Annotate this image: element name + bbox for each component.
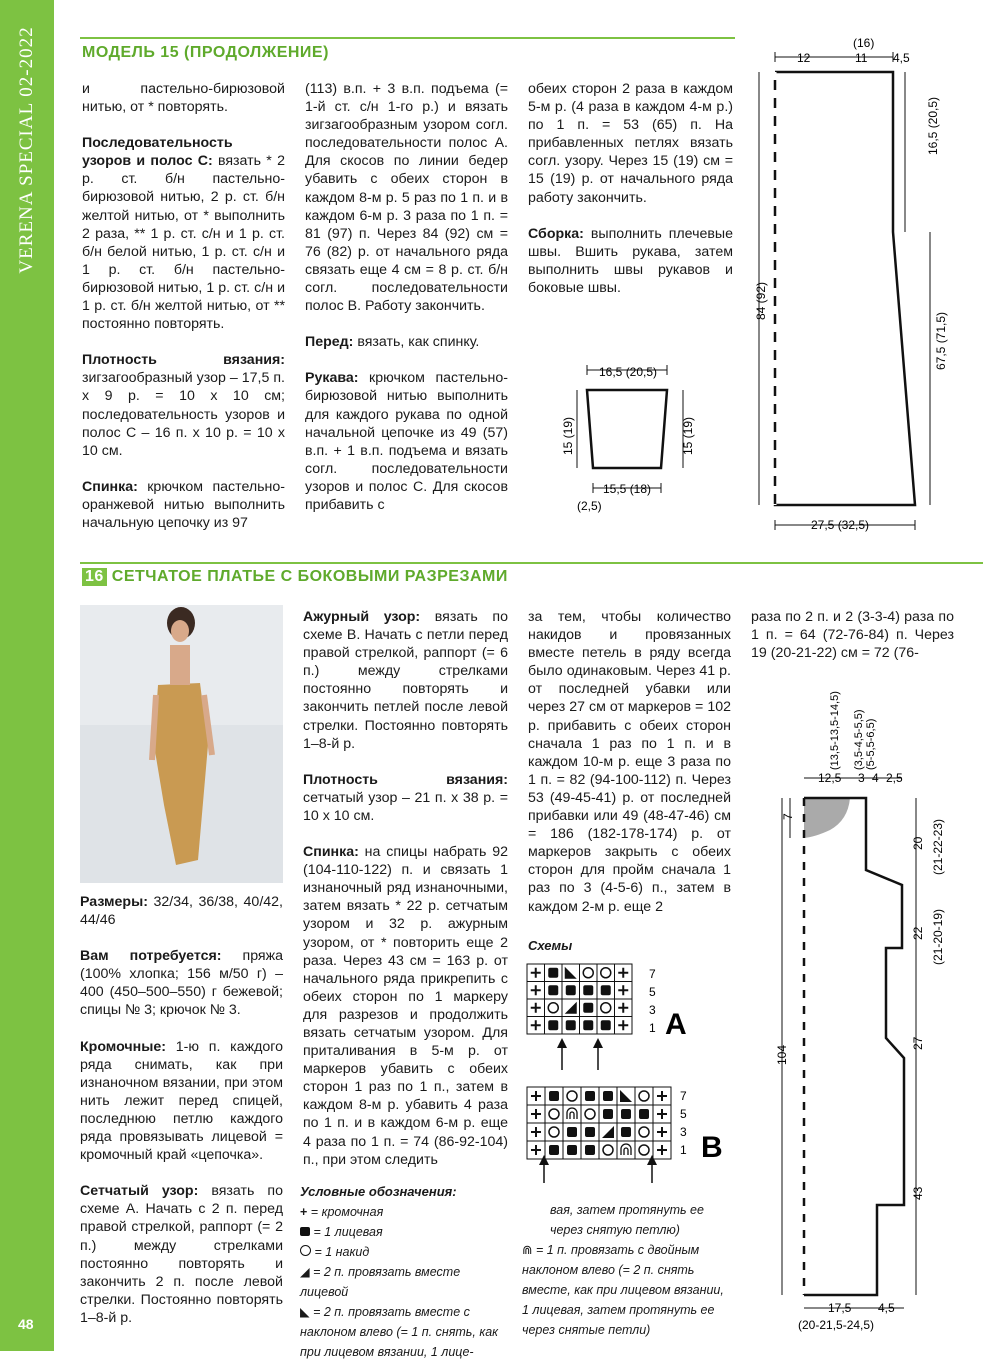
legend-item-ssk: ◣ = 2 п. провязать вместе с наклоном влево (= 1 п. снять, как при лицевом вязании, 1 лице- <box>300 1305 499 1359</box>
legend <box>300 1182 510 1362</box>
model15-title: МОДЕЛЬ 15 (ПРОДОЛЖЕНИЕ) <box>82 44 329 61</box>
body-top-c: 4,5 <box>893 51 910 65</box>
dress-left-total: 104 <box>775 1044 789 1065</box>
paragraph-text: выполнить плечевые швы. Вшить рукава, затем выполнить швы рукавов и боковые швы. <box>528 225 733 296</box>
chart-b-row-1: 1 <box>680 1143 687 1157</box>
dress-right-2p: (21-20-19) <box>931 908 945 965</box>
paragraph-lead: Вам потребуется: <box>80 948 222 965</box>
chart-cell <box>545 999 563 1017</box>
model16-number: 16 <box>82 568 107 586</box>
chart-b-grid <box>527 1087 671 1159</box>
paragraph <box>528 80 733 207</box>
dress-top-b: 3 <box>858 771 865 785</box>
knit-symbol <box>549 1145 559 1155</box>
model16-col1 <box>80 893 283 1345</box>
sleeve-left-label: 15 (19) <box>561 416 575 455</box>
knit-symbol <box>583 985 593 995</box>
chart-a-row-1: 1 <box>649 1021 656 1035</box>
legend-cont-text: вая, затем протянуть ее через снятую петлю) <box>550 1203 704 1237</box>
paragraph <box>82 351 285 460</box>
chart-b-row-3: 3 <box>680 1125 687 1139</box>
knit-symbol <box>603 1109 613 1119</box>
chart-b-label: B <box>701 1131 723 1164</box>
sleeve-bottom-label: 15,5 (18) <box>603 482 652 496</box>
knit-symbol <box>601 1020 611 1030</box>
model15-col3 <box>528 80 733 315</box>
chart-cell <box>635 1087 653 1105</box>
dress-top-a: 12,5 <box>818 771 842 785</box>
chart-cell <box>599 1141 617 1159</box>
knit-symbol <box>621 1127 631 1137</box>
paragraph <box>528 608 731 916</box>
legend-item-knit: = 1 лицевая <box>300 1222 510 1242</box>
paragraph <box>82 478 285 532</box>
legend-item-double: ⋒ = 1 п. провязать с двойным наклоном влево (= 2 п. снять вместе, как при лицевом вязании, 1 лицевая, затем протянуть ее через снятые петли) <box>522 1243 724 1337</box>
knit-symbol <box>585 1127 595 1137</box>
body-right-upper: 16,5 (20,5) <box>926 96 940 155</box>
dress-bottom-p: (20-21,5-24,5) <box>798 1318 875 1332</box>
knit-symbol <box>585 1091 595 1101</box>
paragraph-text: вязать * 2 р. ст. б/н пастельно-бирюзовой нитью, 2 р. ст. б/н желтой нитью, от * выполнить 2 раза, ** 1 р. ст. с/н и 1 р. ст. б/н белой нитью, 1 р. ст. с/н и 1 р. ст. б/н пастельно-бирюзовой нитью, 1 р. ст. с/н и 1 р. ст. б/н желтой нитью, от ** постоянно повторять. <box>82 153 285 333</box>
paragraph-text: крючком пастельно-оранжевой нитью выполнить начальную цепочку из 97 <box>82 478 285 531</box>
knit-symbol <box>548 1020 558 1030</box>
dress-right-2: 22 <box>911 926 925 940</box>
dress-top-paren3: (5-5,5-6,5) <box>865 718 877 770</box>
paragraph-lead: Рукава: <box>305 370 359 387</box>
dress-right-4: 43 <box>911 1186 925 1200</box>
paragraph-text: вязать по схеме В. Начать с петли перед правой стрелкой, раппорт (= 6 п.) между стрелками постоянно повторять и закончить петлей после левой стрелки. Постоянно повторять 1–8-й р. <box>303 609 508 752</box>
body-diagram <box>745 30 975 540</box>
paragraph-text: зигзагообразный узор – 17,5 п. x 9 р. = 10 x 10 см; последовательность узоров и полос С – 16 п. x 10 р. = 10 x 10 см. <box>82 370 285 459</box>
chart-b-row-5: 5 <box>680 1107 687 1121</box>
knit-symbol <box>567 1127 577 1137</box>
chart-a-row-7: 7 <box>649 967 656 981</box>
legend-item-k2tog: ◢ = 2 п. провязать вместе лицевой <box>300 1265 461 1299</box>
paragraph-lead: Перед: <box>305 334 354 351</box>
dress-right-1p: (21-22-23) <box>931 818 945 875</box>
chart-cell <box>635 1123 653 1141</box>
paragraph-lead: Сетчатый узор: <box>80 1183 199 1200</box>
paragraph-lead: Кромочные: <box>80 1038 166 1055</box>
paragraph <box>82 134 285 333</box>
model16-col2 <box>303 608 508 1187</box>
paragraph-text: на спицы набрать 92 (104-110-122) п. и связать 1 изнаночный ряд изнаночными, затем вязать * 22 р. сетчатым узором и 32 р. ажурным узором, от * повторить еще 2 раза. Через 43 см = 163 р. от начального ряда прикрепить с обеих сторон по 1 маркеру для разрезов и продолжить вязать сетчатым узором. Для приталивания в 5-м р. от маркеров убавить с обеих сторон 1 раз по 1 п., затем в каждом 8-м р. убавить 4 раза по 1 п. и в каждом 6-м р. еще 4 раза по 1 п. = 74 (86-92-104) п., при этом следить <box>303 844 508 1168</box>
legend-cont <box>522 1200 732 1340</box>
paragraph <box>82 80 285 116</box>
body-outline <box>775 72 915 505</box>
model15-col1 <box>82 80 285 550</box>
knit-symbol <box>583 1003 593 1013</box>
chart-a-row-5: 5 <box>649 985 656 999</box>
knit-symbol <box>621 1109 631 1119</box>
model16-rule <box>80 562 983 564</box>
paragraph-text: (113) в.п. + 3 в.п. подъема (= 1-й ст. с/н 1-го р.) и вязать зигзагообразным узором согл. последовательности полос А. Для скосов по линии бедер убавить с обеих сторон в каждом 8-м р. 5 раз по 1 п. и в каждом 6-м р. 3 раза по 1 п. = 81 (97) п. Через 84 (92) см = 76 (82) р. от начального ряда связать еще 4 см = 8 р. ст. б/н согл. последовательности полос В. Работу закончить. <box>305 81 508 315</box>
paragraph <box>303 608 508 753</box>
chart-b <box>525 1085 735 1185</box>
legend-title: Условные обозначения: <box>300 1184 457 1199</box>
legend-item-edge: + = кромочная <box>300 1205 384 1219</box>
chart-a-row-3: 3 <box>649 1003 656 1017</box>
paragraph <box>303 771 508 825</box>
paragraph-lead: Спинка: <box>303 844 359 861</box>
model15-rule <box>80 37 735 39</box>
model16-col4: раза по 2 п. и 2 (3-3-4) раза по 1 п. = 64 (72-76-84) п. Через 19 (20-21-22) см = 72 (76- <box>751 609 954 662</box>
paragraph <box>305 369 508 514</box>
paragraph-lead: Спинка: <box>82 478 138 495</box>
dress-right-1: 20 <box>911 836 925 850</box>
knit-symbol <box>603 1091 613 1101</box>
paragraph-lead: Плотность вязания: <box>82 352 285 369</box>
paragraph-lead: Сборка: <box>528 225 584 242</box>
knit-symbol <box>549 1091 559 1101</box>
chart-a <box>525 962 725 1072</box>
knit-symbol <box>601 985 611 995</box>
paragraph <box>305 80 508 315</box>
page-number: 48 <box>18 1316 34 1332</box>
schemes-title: Схемы <box>528 938 573 953</box>
chart-a-grid <box>527 964 632 1034</box>
knit-symbol <box>566 985 576 995</box>
body-top-paren: (16) <box>853 36 875 50</box>
paragraph-lead: Последовательность узоров и полос С: <box>82 135 233 170</box>
paragraph-lead: Плотность вязания: <box>303 771 508 788</box>
model16-title-text: СЕТЧАТОЕ ПЛАТЬЕ С БОКОВЫМИ РАЗРЕЗАМИ <box>111 568 508 585</box>
neckline-shade <box>804 798 850 838</box>
chart-cell <box>580 964 598 982</box>
knit-symbol <box>548 968 558 978</box>
chart-b-row-7: 7 <box>680 1089 687 1103</box>
model16-col3 <box>528 608 731 934</box>
paragraph <box>80 1038 283 1165</box>
paragraph <box>80 1182 283 1327</box>
paragraph-text: крючком пастельно-бирюзовой нитью выполнить для каждого рукава по одной начальной цепочке из 49 (57) в.п. + 1 в.п. подъема и вязать согл. последовательности узоров и полос С. Для скосов прибавить с <box>305 370 508 513</box>
chart-cell <box>545 1123 563 1141</box>
knit-symbol <box>548 985 558 995</box>
knit-symbol <box>583 1020 593 1030</box>
paragraph-text: вязать по схеме А. Начать с 2 п. перед правой стрелкой, раппорт (= 2 п.) между стрелками постоянно повторять и закончить 2 п. после левой стрелки. Постоянно повторять 1–8-й р. <box>80 1183 283 1326</box>
dress-bottom-b: 4,5 <box>878 1301 895 1315</box>
chart-cell <box>635 1141 653 1159</box>
dress-top-paren2: (3,5-4,5-5,5) <box>853 709 865 770</box>
chart-cell <box>563 1087 581 1105</box>
model-photo <box>80 605 283 883</box>
paragraph <box>303 843 508 1169</box>
knit-symbol <box>585 1145 595 1155</box>
dress-right-3: 27 <box>911 1036 925 1050</box>
paragraph-text: пряжа (100% хлопка; 156 м/50 г) – 400 (450–500–550) г бежевой; спицы № 3; крючок № 3. <box>80 948 283 1019</box>
magazine-name-text: VERENA SPECIAL 02-2022 <box>16 26 37 274</box>
paragraph-lead: Размеры: <box>80 894 148 910</box>
body-top-a: 12 <box>797 51 811 65</box>
dress-top-paren1: (13,5-13,5-14,5) <box>829 691 841 770</box>
dress-diagram <box>770 670 980 1340</box>
chart-cell <box>597 964 615 982</box>
chart-cell <box>597 999 615 1017</box>
paragraph-text: 1-ю п. каждого ряда снимать, как при изнаночном вязании, при этом нить лежит перед спицей, последнюю петлю каждого ряда провязывать лицевой = кромочный край «цепочка». <box>80 1038 283 1164</box>
sleeve-diagram <box>555 360 705 520</box>
paragraph <box>528 225 733 297</box>
chart-cell <box>581 1105 599 1123</box>
body-right-lower: 67,5 (71,5) <box>934 311 948 370</box>
paragraph <box>80 947 283 1019</box>
dress-outline <box>804 798 904 1295</box>
knit-symbol <box>639 1109 649 1119</box>
dress-top-c: 4 <box>872 771 879 785</box>
body-top-b: 11 <box>855 51 868 65</box>
magazine-name <box>10 20 44 280</box>
paragraph-lead: Ажурный узор: <box>303 609 421 625</box>
sleeve-top-label: 16,5 (20,5) <box>599 365 658 379</box>
legend-item-yo: = 1 накид <box>300 1242 510 1262</box>
model15-col2 <box>305 80 508 532</box>
paragraph-text: обеих сторон 2 раза в каждом 5-м р. (4 раза в каждом 4-м р.) по 1 п. = 53 (65) п. На прибавленных петлях вязать согл. узору. Через 15 (19) см = 15 (19) р. от начального ряда работу закончить. <box>528 81 733 206</box>
dress-left-top: 7 <box>781 813 795 820</box>
paragraph-text: 32/34, 36/38, 40/42, 44/46 <box>80 894 283 929</box>
dress-bottom-a: 17,5 <box>828 1301 852 1315</box>
model16-title <box>82 568 508 586</box>
paragraph-text: за тем, чтобы количество накидов и провязанных вместе петель в ряду всегда было одинаковым. Через 41 р. от последней убавки или через 27 см от маркеров = 102 р. прибавить с обеих сторон сначала 1 раз по 1 п. и в каждом 10-м р. еще 3 раза по 1 п. = 82 (94-100-112) п. Через 53 (49-45-41) р. от последней прибавки или 49 (48-47-46) см = 186 (182-178-174) р. от маркеров закрыть с обеих сторон для пройм сначала 1 раз по 3 (4-5-6) п., затем в каждом 2-м р. еще 2 <box>528 609 731 915</box>
chart-cell <box>545 1105 563 1123</box>
dress-top-d: 2,5 <box>886 771 903 785</box>
paragraph <box>305 333 508 351</box>
paragraph-text: сетчатый узор – 21 п. x 38 р. = 10 x 10 см. <box>303 789 508 824</box>
body-bottom-label: 27,5 (32,5) <box>811 518 870 532</box>
paragraph-text: вязать, как спинку. <box>353 334 480 351</box>
model-photo-figure <box>80 605 283 883</box>
paragraph <box>80 893 283 929</box>
sleeve-right-label: 15 (19) <box>681 416 695 455</box>
sleeve-outline <box>587 390 667 468</box>
chart-a-label: A <box>665 1008 687 1041</box>
body-left-label: 84 (92) <box>754 281 768 320</box>
knit-symbol <box>567 1145 577 1155</box>
sleeve-corner-label: (2,5) <box>577 499 602 513</box>
paragraph-text: и пастельно-бирюзовой нитью, от * повторять. <box>82 81 285 116</box>
knit-symbol <box>566 1020 576 1030</box>
